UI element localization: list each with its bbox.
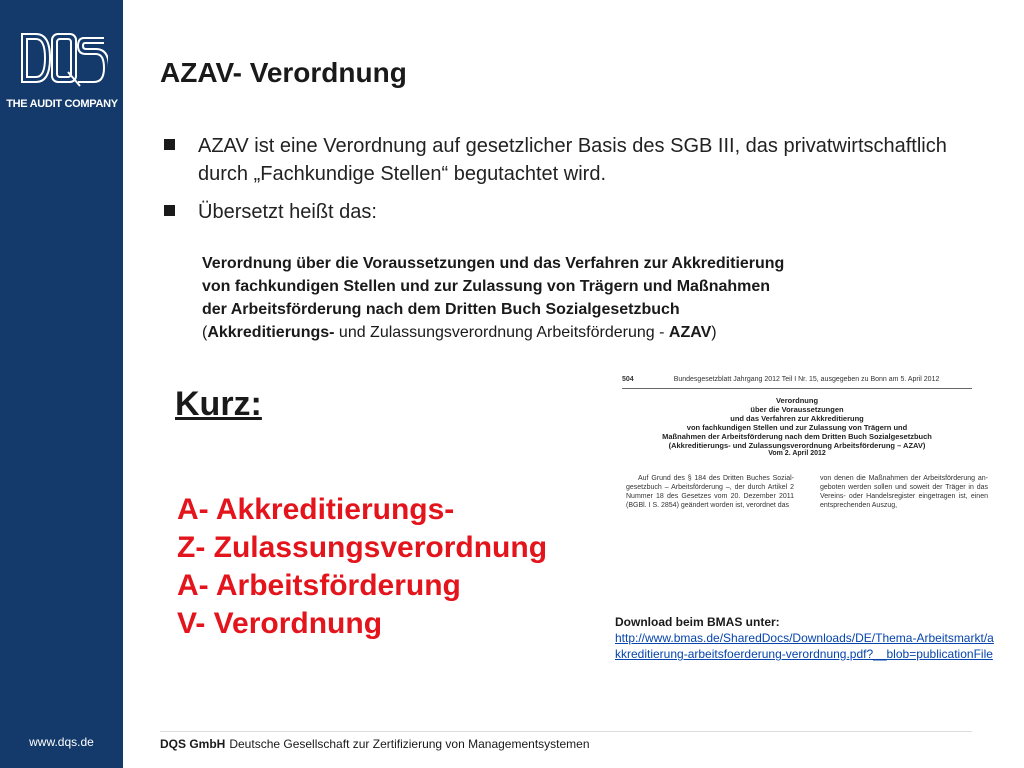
website-url[interactable]: www.dqs.de [29,735,94,749]
excerpt-header [622,376,982,383]
logo-tagline: THE AUDIT COMPANY [6,98,118,110]
bullet-list [160,132,960,236]
definition-block [202,252,962,344]
excerpt-title-line: (Akkreditierungs- und Zulassungsverordnung Arbeitsförderung – AZAV) [668,441,926,450]
excerpt-column-right: von denen die Maßnahmen der Arbeitsförderung an-geboten werden sollen und soweit der Träger in das Vereins- oder Handelsregister eingetragen ist, einen entsprechenden Auszug, [820,475,988,509]
kurz-heading: Kurz: [175,385,262,423]
excerpt-title-line: Maßnahmen der Arbeitsförderung nach dem Dritten Buch Sozialgesetzbuch [662,432,932,441]
excerpt-column-left: Auf Grund des § 184 des Dritten Buches Sozial-gesetzbuch – Arbeitsförderung –, der durch Artikel 2 Nummer 18 des Gesetzes vom 20. Dezember 2011 (BGBl. I S. 2854) geändert worden ist, verordnet das [626,475,794,509]
definition-line: Verordnung über die Voraussetzungen und das Verfahren zur Akkreditierung [202,255,785,272]
download-link[interactable]: http://www.bmas.de/SharedDocs/Downloads/DE/Thema-Arbeitsmarkt/akkreditierung-arbeitsfoerderung-verordnung.pdf?__blob=publicationFile [615,631,994,661]
slide-title: AZAV- Verordnung [160,57,407,88]
definition-bold: Akkreditierungs- [207,324,335,341]
excerpt-date: Vom 2. April 2012 [768,450,826,457]
definition-light: und Zulassungsverordnung Arbeitsförderung - [334,324,669,341]
acronym-line: A- Arbeitsförderung [177,569,461,602]
definition-line: von fachkundigen Stellen und zur Zulassung von Trägern und Maßnahmen [202,278,771,295]
bullet-item: Übersetzt heißt das: [160,198,960,226]
excerpt-page-number: 504 [622,376,634,383]
definition-paren-open: ( [202,324,208,341]
excerpt-title-line: und das Verfahren zur Akkreditierung [730,414,864,423]
footer [160,737,590,751]
excerpt-title-line: Verordnung [775,396,819,405]
excerpt-header-text: Bundesgesetzblatt Jahrgang 2012 Teil I Nr. 15, ausgegeben zu Bonn am 5. April 2012 [673,376,940,383]
gazette-excerpt [608,370,988,512]
download-label: Download beim BMAS unter: [615,615,780,629]
definition-line: der Arbeitsförderung nach dem Dritten Buch Sozialgesetzbuch [202,301,680,318]
definition-line [202,321,962,344]
definition-bold: AZAV [668,324,712,341]
acronym-line: V- Verordnung [177,607,383,640]
footer-description: Deutsche Gesellschaft zur Zertifizierung von Managementsystemen [229,737,590,751]
definition-paren-close: ) [711,324,717,341]
footer-divider [160,731,972,732]
footer-company: DQS GmbH [160,737,226,751]
excerpt-divider [622,388,972,389]
download-info [615,614,995,662]
bullet-item: AZAV ist eine Verordnung auf gesetzlicher Basis des SGB III, das privatwirtschaftlich durch „Fachkundige Stellen“ begutachtet wird. [160,132,960,188]
excerpt-title [622,396,972,450]
excerpt-title-line: über die Voraussetzungen [750,405,844,414]
acronym-line: Z- Zulassungsverordnung [177,531,548,564]
brand-sidebar [0,0,123,768]
acronym-list [177,491,547,643]
acronym-line: A- Akkreditierungs- [177,493,455,526]
excerpt-title-line: von fachkundigen Stellen und zur Zulassung von Trägern und [686,423,908,432]
dqs-logo-icon [18,28,108,88]
